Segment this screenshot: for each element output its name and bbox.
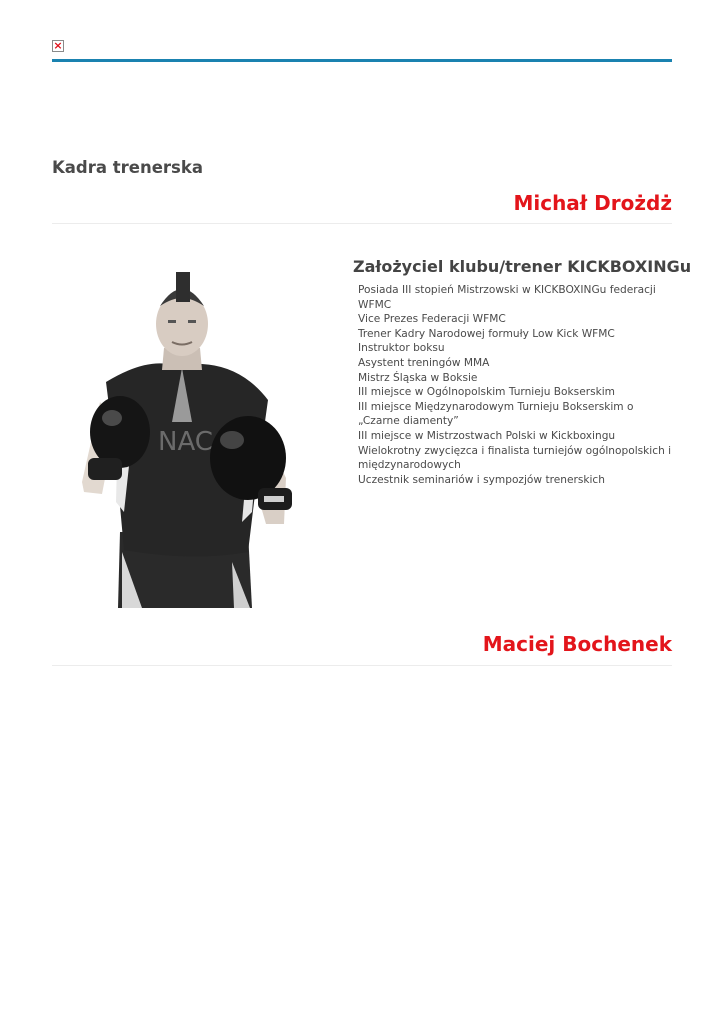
svg-text:NAC: NAC [158, 427, 213, 457]
achievement-item: Trener Kadry Narodowej formuły Low Kick WFMC [358, 327, 615, 340]
trainer-name: Maciej Bochenek [482, 632, 672, 656]
broken-image-glyph: × [53, 39, 63, 52]
section-title: Kadra trenerska [52, 158, 203, 177]
achievement-item: Posiada III stopień Mistrzowski w KICKBOXINGu federacji WFMC [358, 284, 656, 311]
header-rule [52, 59, 672, 62]
trainer-name: Michał Drożdż [513, 191, 672, 215]
achievement-item: III miejsce w Mistrzostwach Polski w Kickboxingu [358, 429, 616, 442]
achievement-item: Instruktor boksu [358, 342, 445, 355]
divider [52, 223, 672, 224]
achievement-item: III miejsce w Ogólnopolskim Turnieju Bokserskim [358, 386, 615, 399]
achievement-item: Uczestnik seminariów i sympozjów trenerskich [358, 473, 605, 486]
divider [52, 665, 672, 666]
achievement-item: Wielokrotny zwycięzca i finalista turniejów ogólnopolskich i międzynarodowych [358, 444, 672, 472]
achievement-item: III miejsce Międzynarodowym Turnieju Bokserskim o „Czarne diamenty” [358, 400, 634, 428]
trainer-role: Założyciel klubu/trener KICKBOXINGu [353, 257, 692, 276]
achievement-item: Asystent treningów MMA [358, 356, 490, 369]
broken-image-icon [52, 40, 64, 52]
achievement-item: Mistrz Śląska w Boksie [358, 371, 478, 384]
trainer-photo [72, 262, 304, 608]
achievement-item: Vice Prezes Federacji WFMC [358, 313, 506, 326]
achievements-list [358, 283, 676, 487]
